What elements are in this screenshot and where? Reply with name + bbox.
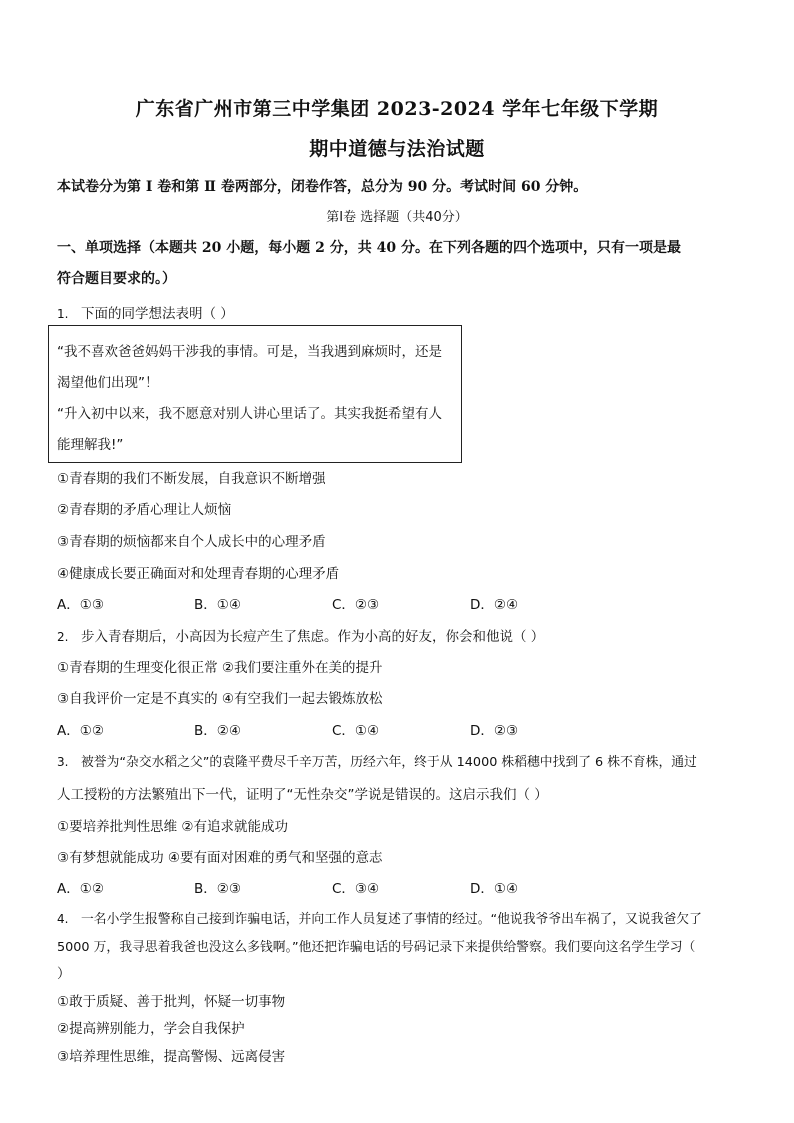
option-b[interactable]: B．①④ [194, 597, 241, 613]
statement: ④健康成长要正确面对和处理青春期的心理矛盾 [57, 566, 340, 582]
statement: ②青春期的矛盾心理让人烦恼 [57, 502, 232, 518]
question-number: 4. [57, 912, 69, 926]
question-text: 一名小学生报警称自己接到诈骗电话，并向工作人员复述了事情的经过。“他说我爷爷出车祸了，又说我爸欠了 [81, 912, 702, 927]
statement: ③自我评价一定是不真实的 ④有空我们一起去锻炼放松 [57, 691, 383, 707]
question-4-stem-end: ） [57, 966, 71, 982]
question-text: 下面的同学想法表明（ ） [81, 306, 234, 322]
question-3-stem-cont: 人工授粉的方法繁殖出下一代，证明了“无性杂交”学说是错误的。这启示我们（ ） [57, 787, 548, 803]
question-number: 3. [57, 755, 69, 769]
section-instruction-line2: 符合题目要求的。） [57, 271, 176, 287]
exam-title-line1: 广东省广州市第三中学集团 2023-2024 学年七年级下学期 [135, 98, 659, 120]
quote-line: “我不喜欢爸爸妈妈干涉我的事情。可是，当我遇到麻烦时，还是 [57, 344, 442, 360]
question-text: 被誉为“杂交水稻之父”的袁隆平费尽千辛万苦，历经六年，终于从 14000 株稻穗中找到了 6 株不育株，通过 [81, 755, 697, 770]
option-c[interactable]: C．②③ [332, 597, 380, 613]
statement: ③有梦想就能成功 ④要有面对困难的勇气和坚强的意志 [57, 850, 383, 866]
option-d[interactable]: D．①④ [470, 881, 519, 897]
option-d[interactable]: D．②④ [470, 597, 519, 613]
question-3-stem [57, 751, 697, 770]
question-4-stem-cont: 5000 万，我寻思着我爸也没这么多钱啊。”他还把诈骗电话的号码记录下来提供给警察。我们要向这名学生学习（ [57, 940, 696, 955]
quote-line: 渴望他们出现”！ [57, 375, 159, 391]
statement: ③培养理性思维，提高警惕、远离侵害 [57, 1049, 286, 1065]
option-a[interactable]: A．①② [57, 723, 104, 739]
section-instruction-line1: 一、单项选择（本题共 20 小题，每小题 2 分，共 40 分。在下列各题的四个选项中，只有一项是最 [57, 240, 681, 256]
question-text: 步入青春期后，小高因为长痘产生了焦虑。作为小高的好友，你会和他说（ ） [81, 629, 545, 645]
statement: ①要培养批判性思维 ②有追求就能成功 [57, 819, 288, 835]
question-2-stem [57, 625, 544, 645]
exam-intro: 本试卷分为第 Ⅰ 卷和第 Ⅱ 卷两部分，闭卷作答，总分为 90 分。考试时间 60 分钟。 [57, 179, 588, 195]
statement: ①青春期的我们不断发展，自我意识不断增强 [57, 471, 326, 487]
statement: ②提高辨别能力，学会自我保护 [57, 1021, 245, 1037]
exam-title-line2: 期中道德与法治试题 [309, 138, 485, 160]
statement: ①青春期的生理变化很正常 ②我们要注重外在美的提升 [57, 660, 383, 676]
option-a[interactable]: A．①③ [57, 597, 104, 613]
option-c[interactable]: C．③④ [332, 881, 380, 897]
section-heading: 第Ⅰ卷 选择题（共40分） [326, 210, 468, 225]
quote-line: 能理解我!” [57, 437, 124, 453]
quote-line: “升入初中以来，我不愿意对别人讲心里话了。其实我挺希望有人 [57, 406, 442, 422]
question-1-stem [57, 302, 234, 322]
question-number: 1. [57, 307, 69, 321]
question-number: 2. [57, 630, 69, 644]
option-c[interactable]: C．①④ [332, 723, 380, 739]
option-b[interactable]: B．②③ [194, 881, 241, 897]
question-4-stem [57, 908, 702, 927]
option-a[interactable]: A．①② [57, 881, 104, 897]
option-d[interactable]: D．②③ [470, 723, 519, 739]
statement: ①敢于质疑、善于批判，怀疑一切事物 [57, 994, 286, 1010]
option-b[interactable]: B．②④ [194, 723, 241, 739]
statement: ③青春期的烦恼都来自个人成长中的心理矛盾 [57, 534, 326, 550]
